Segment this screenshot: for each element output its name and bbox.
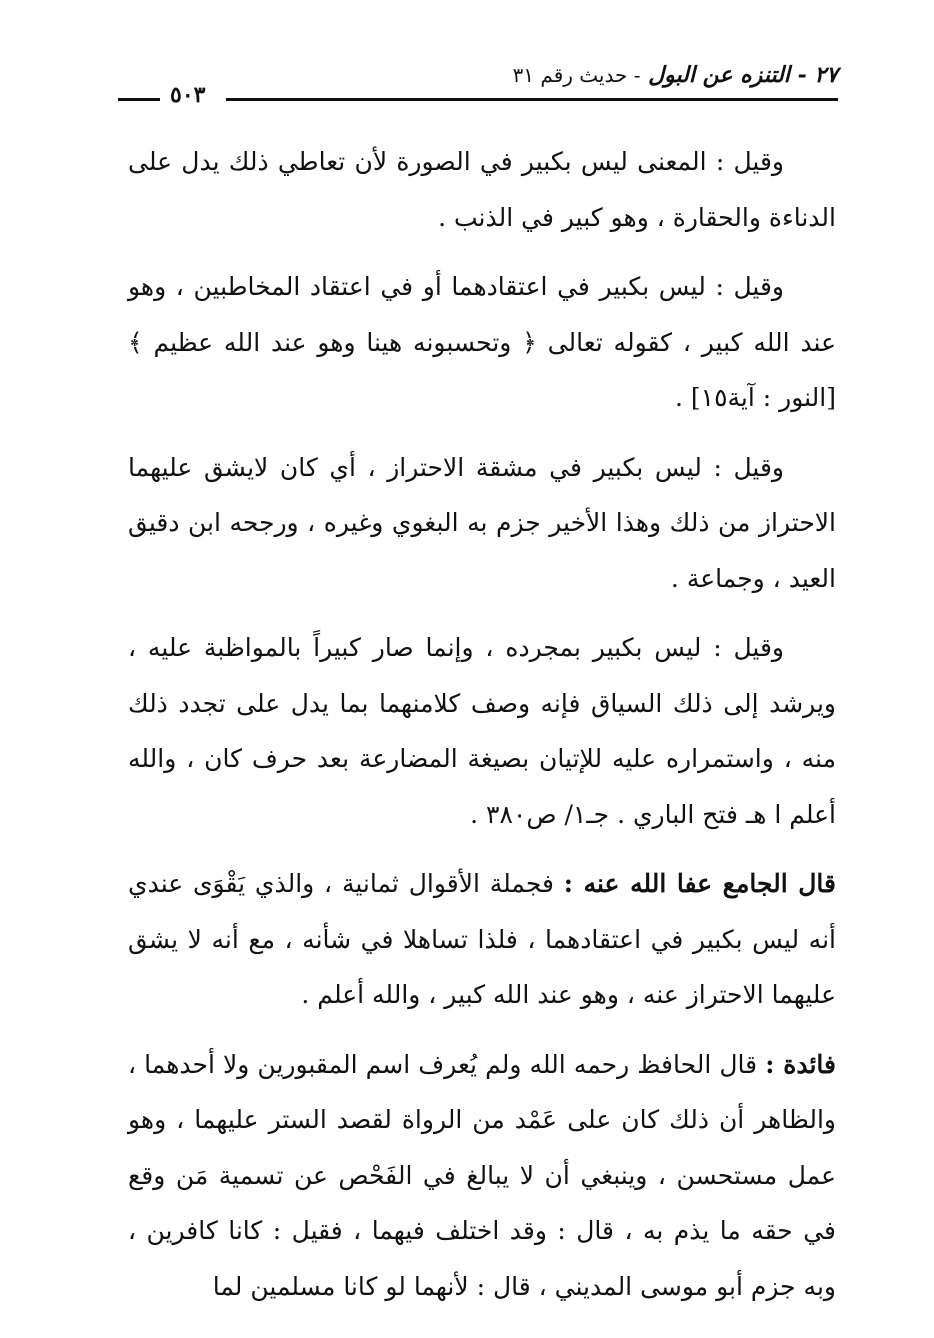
chapter-title xyxy=(513,62,838,88)
paragraph-4 xyxy=(128,620,836,842)
paragraph-5-text: فجملة الأقوال ثمانية ، والذي يَقْوَى عندي أنه ليس بكبير في اعتقادهما ، فلذا تساهلا في شأنه ، مع أنه لا يشق عليهما الاحتراز عنه ، وهو عند الله كبير ، والله أعلم . xyxy=(128,869,836,1009)
body-text xyxy=(128,134,836,1328)
running-header xyxy=(118,60,838,120)
header-rule xyxy=(226,98,838,101)
paragraph-3-text: وقيل : ليس بكبير في مشقة الاحتراز ، أي كان لايشق عليهما الاحتراز من ذلك وهذا الأخير جزم به البغوي وغيره ، ورجحه ابن دقيق العيد ، وجماعة . xyxy=(128,452,836,593)
chapter-title-text: ٢٧ - التنزه عن البول xyxy=(648,62,838,88)
paragraph-1 xyxy=(128,134,836,245)
paragraph-4-text: وقيل : ليس بكبير بمجرده ، وإنما صار كبيراً بالمواظبة عليه ، ويرشد إلى ذلك السياق فإنه وصف كلامنهما بما يدل على تجدد ذلك منه ، واستمراره عليه للإتيان بصيغة المضارعة بعد حرف كان ، والله أعلم ا هـ فتح الباري . جـ١/ ص٣٨٠ . xyxy=(128,633,836,829)
paragraph-6-lead: فائدة : xyxy=(765,1049,836,1079)
page-number: ٥٠٣ xyxy=(170,82,206,108)
paragraph-1-text: وقيل : المعنى ليس بكبير في الصورة لأن تعاطي ذلك يدل على الدناءة والحقارة ، وهو كبير في الذنب . xyxy=(128,147,836,232)
paragraph-2 xyxy=(128,259,836,426)
paragraph-5 xyxy=(128,856,836,1023)
hadith-reference: - حديث رقم ٣١ xyxy=(512,63,641,87)
paragraph-3 xyxy=(128,440,836,607)
paragraph-6-text: قال الحافظ رحمه الله ولم يُعرف اسم المقبورين ولا أحدهما ، والظاهر أن ذلك كان على عَمْد من الرواة لقصد الستر عليهما ، وهو عمل مستحسن ، وينبغي أن لا يبالغ في الفَحْص عن تسمية مَن وقع في حقه ما يذم به ، قال : وقد اختلف فيهما ، فقيل : كانا كافرين ، وبه جزم أبو موسى المديني ، قال : لأنهما لو كانا مسلمين لما xyxy=(128,1049,836,1301)
paragraph-2-text: وقيل : ليس بكبير في اعتقادهما أو في اعتقاد المخاطبين ، وهو عند الله كبير ، كقوله تعالى ﴿ وتحسبونه هينا وهو عند الله عظيم ﴾ [النور : آية١٥] . xyxy=(128,272,836,412)
paragraph-6 xyxy=(128,1037,836,1315)
header-rule-left xyxy=(118,98,160,101)
paragraph-5-lead: قال الجامع عفا الله عنه : xyxy=(563,869,836,898)
